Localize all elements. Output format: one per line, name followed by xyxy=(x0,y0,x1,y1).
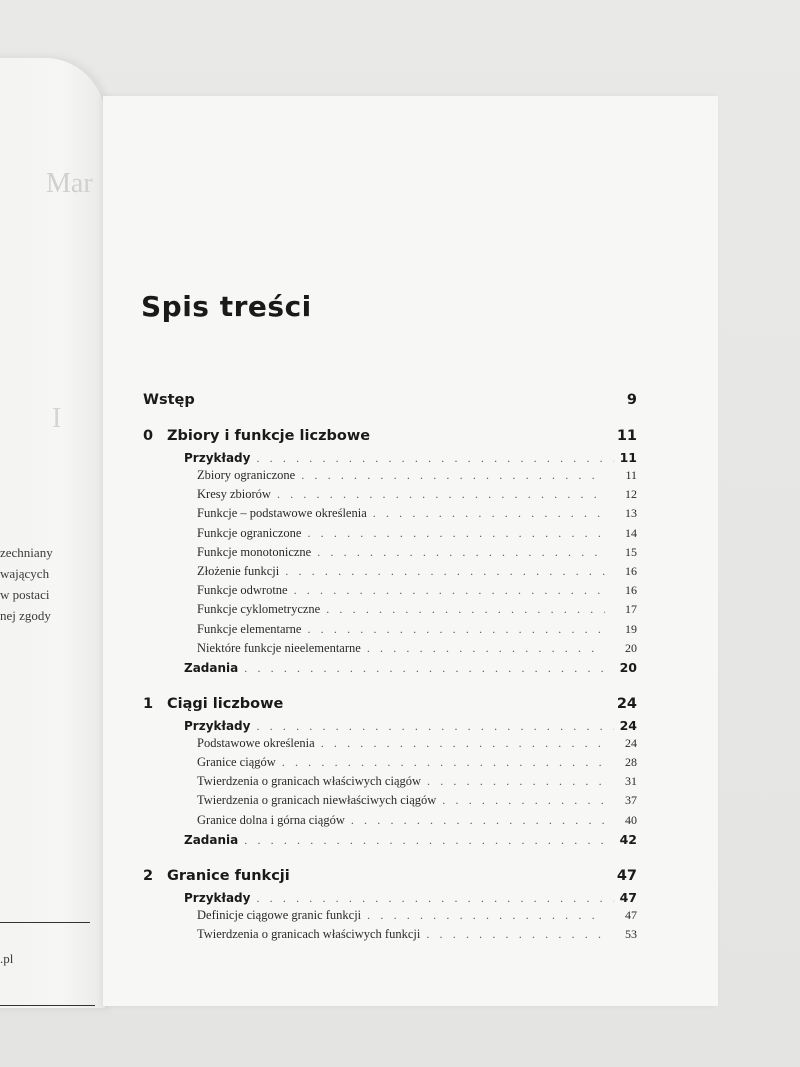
section-title: Przykłady xyxy=(184,890,251,905)
toc-entry xyxy=(143,622,637,641)
toc-chapter xyxy=(143,868,637,890)
toc-entry xyxy=(143,583,637,602)
entry-title: Funkcje odwrotne xyxy=(197,583,288,598)
toc-section xyxy=(143,832,637,850)
leader-dots xyxy=(285,564,605,579)
chapter-number: 1 xyxy=(143,695,154,712)
entry-page: 13 xyxy=(625,506,637,521)
entry-title: Funkcje cyklometryczne xyxy=(197,602,321,617)
left-page-fragment: nej zgody xyxy=(0,608,51,623)
left-page-fragment: .pl xyxy=(0,951,14,966)
entry-title: Granice dolna i górna ciągów xyxy=(197,812,345,827)
section-title: Zadania xyxy=(184,832,239,847)
entry-page: 37 xyxy=(625,793,637,808)
section-page: 11 xyxy=(619,450,637,465)
entry-page: 40 xyxy=(625,812,637,827)
leader-dots xyxy=(317,545,605,560)
toc-entry xyxy=(143,506,637,525)
leader-dots xyxy=(301,468,605,483)
entry-title: Zbiory ograniczone xyxy=(197,468,296,482)
toc-entry xyxy=(143,564,637,583)
leader-dots xyxy=(244,661,613,676)
entry-title: Funkcje elementarne xyxy=(197,621,302,636)
toc-intro-page: 9 xyxy=(626,392,637,408)
toc-section xyxy=(143,660,637,678)
entry-page: 20 xyxy=(625,640,637,655)
show-through-text-mid: I xyxy=(52,403,62,434)
entry-title: Definicje ciągowe granic funkcji xyxy=(197,907,362,922)
entry-page: 11 xyxy=(625,468,637,482)
leader-dots xyxy=(256,891,613,906)
section-page: 42 xyxy=(619,831,637,847)
leader-dots xyxy=(326,602,605,617)
chapter-page: 24 xyxy=(616,695,637,712)
entry-page: 24 xyxy=(625,735,637,750)
toc-entry xyxy=(143,736,637,755)
toc-entry xyxy=(143,602,637,621)
leader-dots xyxy=(426,927,605,942)
left-facing-page xyxy=(0,58,105,1008)
section-page: 20 xyxy=(619,659,637,675)
leader-dots xyxy=(307,622,605,637)
leader-dots xyxy=(244,833,613,848)
toc-chapter xyxy=(143,428,637,450)
entry-title: Twierdzenia o granicach właściwych funkcji xyxy=(197,927,421,941)
book-page xyxy=(103,96,718,1006)
leader-dots xyxy=(351,813,605,828)
leader-dots xyxy=(367,641,605,656)
leader-dots xyxy=(427,774,605,789)
toc-chapter xyxy=(143,696,637,718)
entry-page: 17 xyxy=(625,602,637,617)
toc-entry xyxy=(143,813,637,832)
entry-title: Funkcje ograniczone xyxy=(197,525,302,540)
section-title: Zadania xyxy=(184,660,239,675)
toc-entry xyxy=(143,774,637,793)
toc-entry xyxy=(143,468,637,487)
leader-dots xyxy=(442,793,605,808)
toc-entry xyxy=(143,487,637,506)
entry-page: 47 xyxy=(625,907,637,922)
toc-entry xyxy=(143,755,637,774)
toc-entry xyxy=(143,526,637,545)
section-title: Przykłady xyxy=(184,718,251,733)
entry-page: 12 xyxy=(625,487,637,502)
entry-title: Funkcje – podstawowe określenia xyxy=(197,506,367,521)
entry-page: 19 xyxy=(625,621,637,636)
left-page-rule xyxy=(0,922,90,923)
toc-intro xyxy=(143,392,637,414)
chapter-number: 0 xyxy=(143,428,154,444)
section-title: Przykłady xyxy=(184,451,251,465)
left-page-fragment: w postaci xyxy=(0,587,50,602)
page-title: Spis treści xyxy=(141,290,312,323)
entry-page: 14 xyxy=(625,525,637,540)
entry-title: Twierdzenia o granicach niewłaściwych ciągów xyxy=(197,793,437,808)
entry-page: 15 xyxy=(625,544,637,559)
toc-entry xyxy=(143,927,637,946)
entry-page: 16 xyxy=(625,583,637,598)
toc-entry xyxy=(143,908,637,927)
section-page: 24 xyxy=(619,717,637,733)
leader-dots xyxy=(256,719,613,734)
section-page: 47 xyxy=(619,889,637,905)
leader-dots xyxy=(373,506,605,521)
entry-page: 16 xyxy=(625,563,637,578)
toc-entry xyxy=(143,641,637,660)
entry-title: Funkcje monotoniczne xyxy=(197,544,312,559)
table-of-contents xyxy=(143,392,637,946)
leader-dots xyxy=(307,526,605,541)
entry-title: Niektóre funkcje nieelementarne xyxy=(197,640,361,655)
entry-title: Twierdzenia o granicach właściwych ciągów xyxy=(197,774,422,789)
leader-dots xyxy=(256,451,613,466)
leader-dots xyxy=(277,487,605,502)
entry-title: Granice ciągów xyxy=(197,755,276,770)
entry-page: 31 xyxy=(625,774,637,789)
chapter-title: Zbiory i funkcje liczbowe xyxy=(167,428,371,444)
left-page-fragment: zechniany xyxy=(0,545,53,560)
toc-section xyxy=(143,718,637,736)
leader-dots xyxy=(282,755,605,770)
toc-intro-title: Wstęp xyxy=(143,392,195,408)
entry-title: Złożenie funkcji xyxy=(197,563,280,578)
leader-dots xyxy=(294,583,605,598)
toc-entry xyxy=(143,545,637,564)
toc-section xyxy=(143,890,637,908)
left-page-fragment: wających xyxy=(0,566,50,581)
chapter-page: 47 xyxy=(616,867,637,884)
toc-section xyxy=(143,450,637,468)
chapter-title: Granice funkcji xyxy=(167,867,290,884)
toc-entry xyxy=(143,793,637,812)
leader-dots xyxy=(321,736,605,751)
entry-title: Podstawowe określenia xyxy=(197,735,315,750)
chapter-title: Ciągi liczbowe xyxy=(167,695,284,712)
entry-page: 53 xyxy=(625,927,637,941)
entry-title: Kresy zbiorów xyxy=(197,487,271,502)
entry-page: 28 xyxy=(625,755,637,770)
chapter-number: 2 xyxy=(143,867,154,884)
left-page-rule xyxy=(0,1005,95,1006)
show-through-text-top: Mar xyxy=(46,168,93,199)
leader-dots xyxy=(367,908,605,923)
chapter-page: 11 xyxy=(616,428,637,444)
